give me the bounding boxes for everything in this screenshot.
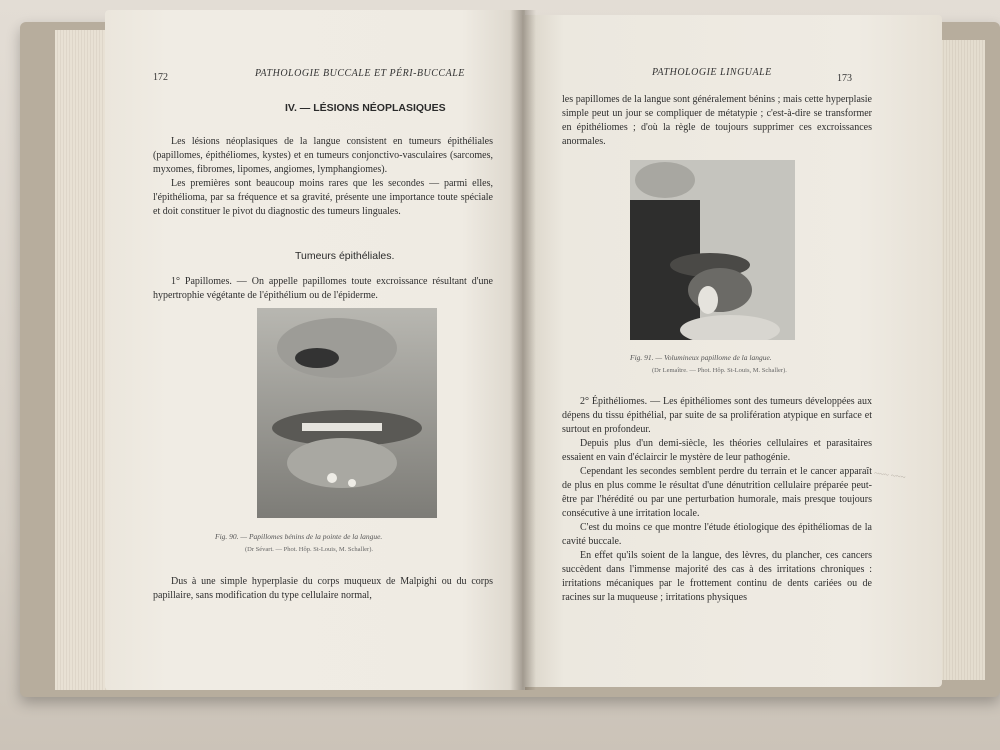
page-edges-right — [935, 40, 985, 680]
paragraph: 1° Papillomes. — On appelle papillomes toute excroissance résultant d'une hypertrophie végétante de l'épithélium ou de l'épiderme. — [153, 276, 493, 301]
paragraph: Dus à une simple hyperplasie du corps muqueux de Malpighi ou du corps papillaire, sans modification du type cellulaire normal, — [153, 576, 493, 601]
paragraph: Les lésions néoplasiques de la langue consistent en tumeurs épithéliales (papillomes, épithéliomes, kystes) et en tumeurs conjonctivo-vasculaires (sarcomes, myxomes, fibromes, lipomes, angiomes, lymphangiomes). — [153, 136, 493, 175]
paragraph: 2° Épithéliomes. — Les épithéliomes sont des tumeurs développées aux dépens du tissu épithélial, par suite de sa prolifération atypique en surface et surtout en profondeur. — [562, 396, 872, 435]
paragraph: C'est du moins ce que montre l'étude étiologique des épithéliomas de la cavité buccale. — [562, 522, 872, 547]
intro-text — [153, 135, 493, 219]
page-number: 172 — [153, 72, 168, 83]
figure-caption: Fig. 91. — Volumineux papillome de la langue. — [630, 353, 772, 362]
running-head: PATHOLOGIE BUCCALE ET PÉRI-BUCCALE — [255, 68, 465, 79]
figure-photo-lips — [257, 308, 437, 518]
paragraph: les papillomes de la langue sont généralement bénins ; mais cette hyperplasie simple peut un jour se compliquer de métatypie ; c'est-à-dire se transformer en épithéliomes ; d'où la règle de toujours supprimer ces excroissances anormales. — [562, 94, 872, 147]
book-gutter — [510, 10, 536, 690]
figure-credit: (Dr Lemaître. — Phot. Hôp. St-Louis, M. Schaller). — [652, 367, 787, 374]
paragraph: Cependant les secondes semblent perdre du terrain et le cancer apparaît de plus en plus comme le résultat d'une dénutrition cellulaire préparée peut-être par l'hérédité ou par une perturbation humorale, mais presque toujours consécutive à une irritation locale. — [562, 466, 872, 519]
right-page — [522, 15, 942, 687]
pencil-annotation: ~~~ ~~~ — [873, 467, 907, 483]
lips-photo-icon — [257, 308, 437, 518]
subsection-title: Tumeurs épithéliales. — [295, 250, 395, 262]
left-page — [105, 10, 525, 690]
running-head: PATHOLOGIE LINGUALE — [652, 67, 772, 78]
paragraph: En effet qu'ils soient de la langue, des lèvres, du plancher, ces cancers succèdent dans l'immense majorité des cas à des irritations chroniques : irritations mécaniques par le frottement continu de dents cariées ou de racines sur la muqueuse ; irritations physiques — [562, 550, 872, 603]
figure-caption: Fig. 90. — Papillomes bénins de la pointe de la langue. — [215, 532, 383, 541]
epitheliome-text — [562, 395, 872, 605]
section-title: IV. — LÉSIONS NÉOPLASIQUES — [285, 102, 446, 114]
figure-credit: (Dr Sévart. — Phot. Hôp. St-Louis, M. Schaller). — [245, 546, 374, 553]
paragraph: Depuis plus d'un demi-siècle, les théories cellulaires et parasitaires essaient en vain d'éclaircir le mystère de leur pathogénie. — [562, 438, 872, 463]
bottom-text — [153, 575, 493, 603]
figure-photo-tongue — [630, 160, 795, 340]
tongue-photo-icon — [630, 160, 795, 340]
page-number: 173 — [837, 73, 852, 84]
top-text — [562, 93, 872, 149]
paragraph: Les premières sont beaucoup moins rares que les secondes — parmi elles, l'épithélioma, par sa fréquence et sa gravité, présente une importance toute spéciale et doit constituer le pivot du diagnostic des tumeurs linguales. — [153, 178, 493, 217]
papillome-text — [153, 275, 493, 303]
